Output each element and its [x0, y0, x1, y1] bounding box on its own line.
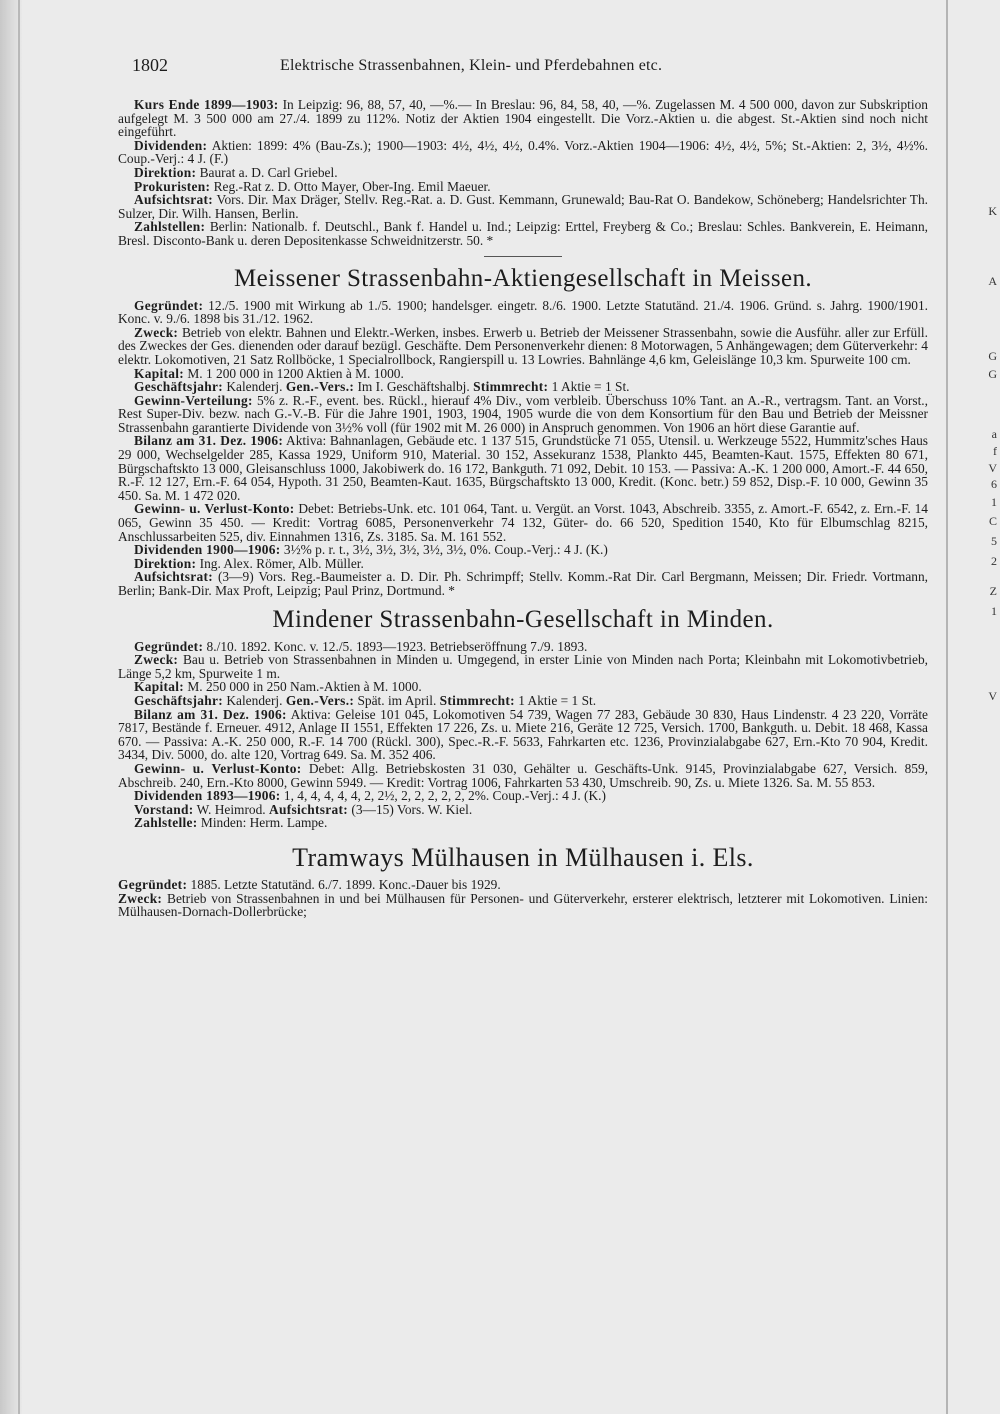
margin-letter: G [988, 349, 997, 363]
entry-leipzig-continuation [118, 98, 928, 248]
page-header [132, 55, 922, 81]
text: Berlin: Nationalb. f. Deutschl., Bank f. Handel u. Ind.; Leipzig: Erttel, Freyberg & Co.; Breslau: Schles. Bankverein, E. Heimann, Bresl. Disconto-Bank u. deren Depositenkasse Schweidnitzerstr. 50. * [118, 219, 928, 248]
label: Gen.-Vers.: [285, 692, 355, 708]
company-title: Meissener Strassenbahn-Aktiengesellschaft in Meissen. [233, 264, 812, 292]
paragraph-dividenden [118, 543, 928, 557]
text: 1 Aktie = 1 St. [548, 379, 630, 395]
text: M. 250 000 in 250 Nam.-Aktien à M. 1000. [184, 679, 422, 695]
margin-letter: 1 [991, 604, 997, 618]
text: Bau u. Betrieb von Strassenbahnen in Minden u. Umgegend, in erster Linie von Minden nach Porta; Kleinbahn mit Lokomotivbetrieb, Länge 5,2 km, Spurweite 1 m. [118, 652, 928, 681]
text: M. 1 200 000 in 1200 Aktien à M. 1000. [184, 365, 404, 381]
paragraph-geschaeftsjahr [118, 694, 928, 708]
label: Aufsichtsrat: [134, 569, 214, 585]
margin-letter: A [988, 274, 997, 288]
company-title: Tramways Mülhausen in Mülhausen i. Els. [292, 842, 754, 872]
margin-letter: Z [989, 584, 997, 598]
paragraph-zahlstellen [118, 220, 928, 247]
margin-letter: 1 [991, 495, 997, 509]
margin-letter: a [991, 427, 997, 441]
label: Kurs Ende 1899—1903: [134, 97, 279, 112]
paragraph-prokuristen [118, 180, 928, 194]
text: Kalenderj. [223, 379, 286, 395]
text: W. Heimrod. [193, 801, 270, 817]
paragraph-vorstand [118, 803, 928, 817]
label: Zahlstellen: [134, 219, 206, 235]
text: 1 Aktie = 1 St. [514, 692, 597, 708]
text: Ing. Alex. Römer, Alb. Müller. [196, 555, 364, 571]
paragraph-zahlstelle [118, 816, 928, 830]
text: Spät. im April. [354, 692, 440, 708]
label: Gen.-Vers.: [285, 379, 355, 395]
margin-letter: K [988, 204, 997, 218]
paragraph-geschaeftsjahr [118, 380, 928, 394]
text: Reg.-Rat z. D. Otto Mayer, Ober-Ing. Emil Maeuer. [210, 178, 491, 194]
margin-letter: 5 [991, 534, 997, 548]
paragraph-gegruendet [118, 640, 928, 654]
label: Gegründet: [134, 638, 204, 654]
text: Aktien: 1899: 4% (Bau-Zs.); 1900—1903: 4½, 4½, 4½, 0.4%. Vorz.-Aktien 1904—1906: 4½, 4½, 5%; St.-Aktien: 2, 3½, 4½%. Coup.-Verj.: 4 J. (F.) [118, 137, 928, 167]
text: (3—9) Vors. Reg.-Baumeister a. D. Dir. Ph. Schrimpff; Stellv. Komm.-Rat Dir. Carl Bergmann, Meissen; Dir. Friedr. Vortmann, Berlin; Bank-Dir. Max Proft, Leipzig; Paul Prinz, Dortmund. * [118, 569, 928, 598]
text: 5% z. R.-F., event. bes. Rückl., hierauf 4% Div., vom verbleib. Überschuss 10% Tant. an A.-R., vertragsm. Tant. an Vorst., Rest Super-Div. bezw. nach G.-V.-B. Für die Jahre 1901, 1903, 1904, 1905 wurde die von dem Konsortium für den Bau und Betrieb der Meissner Strassenbahn garantierte Dividende von 3½% voll (für 1902 mit M. 26 000) in Anspruch genommen. Von 1906 an hört diese Garantie auf. [118, 392, 928, 435]
spine-edge [18, 0, 20, 1414]
margin-letter: C [988, 514, 997, 528]
label: Gegründet: [134, 297, 204, 313]
text: Aktiva: Bahnanlagen, Gebäude etc. 1 137 515, Grundstücke 71 055, Utensil. u. Werkzeuge 5522, Hummitz'sches Haus 29 000, Wechselgelder 285, Kassa 1929, Uniform 910, Material. 30 152, Assekuranz 1538, Plankto 445, Beamten-Kaut. 1575, Effekten 80 671, Bürgschaftskto 13 000, Gleisanschluss 1000, Jakobiwerk do. 16 172, Bankguth. 71 092, Debit. 10 153. — Passiva: A.-K. 1 200 000, Amort.-F. 44 650, R.-F. 12 127, Ern.-F. 64 054, Hypoth. 31 250, Beamten-Kaut. 1635, Bürgschaftskto 13 000, Kredit. (Konc. betr.) 59 852, Disp.-F. 10 000, Gewinn 35 450. Sa. M. 1 472 020. [118, 433, 928, 503]
label: Stimmrecht: [473, 379, 549, 395]
label: Zahlstelle: [134, 815, 198, 831]
paragraph-kurs [118, 98, 928, 139]
text: Vors. Dir. Max Dräger, Stellv. Reg.-Rat. a. D. Gust. Kemmann, Grunewald; Bau-Rat O. Bandekow, Schöneberg; Handelsrichter Th. Sulzer, Dir. Wilh. Hansen, Berlin. [118, 192, 928, 221]
paragraph-bilanz [118, 708, 928, 762]
paragraph-dividenden [118, 789, 928, 803]
paragraph-aufsichtsrat [118, 570, 928, 597]
label: Kapital: [134, 365, 185, 381]
text: (3—15) Vors. W. Kiel. [348, 801, 473, 817]
margin-letter: V [988, 461, 997, 475]
text: Minden: Herm. Lampe. [197, 815, 328, 831]
label: Aufsichtsrat: [269, 801, 349, 817]
paragraph-bilanz [118, 434, 928, 502]
label: Prokuristen: [134, 178, 211, 194]
paragraph-gewinn-verlust [118, 502, 928, 543]
page-number: 1802 [132, 55, 168, 75]
label: Dividenden 1900—1906: [134, 542, 281, 558]
section-divider [484, 256, 562, 257]
label: Geschäftsjahr: [134, 692, 223, 708]
page-content [118, 98, 928, 919]
label: Zweck: [134, 324, 179, 340]
label: Vorstand: [134, 801, 194, 817]
paragraph-gewinn-verlust [118, 762, 928, 789]
label: Geschäftsjahr: [134, 379, 223, 395]
label: Gewinn- u. Verlust-Konto: [134, 760, 302, 776]
page-edge-rule [946, 0, 948, 1414]
paragraph-zweck [118, 653, 928, 680]
text: 1, 4, 4, 4, 4, 4, 2, 2½, 2, 2, 2, 2, 2, 2%. Coup.-Verj.: 4 J. (K.) [280, 788, 606, 804]
text: Aktiva: Geleise 101 045, Lokomotiven 54 739, Wagen 77 283, Gebäude 30 830, Haus Lindenstr. 4 23 220, Vorräte 7817, Bestände f. Erneuer. 4912, Anlage II 1551, Effekten 17 226, Zs. u. Miete 216, Geräte 12 725, Versich. 1700, Bankguth. u. Debit. 18 468, Kassa 670. — Passiva: A.-K. 250 000, R.-F. 14 700 (Rückl. 300), Spec.-R.-F. 5633, Fahrkarten etc. 1236, Provinzialabgabe 627, Ern.-Kto 70 904, Kredit. 3434, Div. 5000, do. alte 120, Vortrag 649. Sa. M. 352 406. [118, 706, 928, 763]
label: Zweck: [134, 652, 179, 668]
margin-letter: G [988, 367, 997, 381]
label: Bilanz am 31. Dez. 1906: [134, 433, 284, 449]
label: Dividenden 1893—1906: [134, 788, 281, 804]
label: Dividenden: [134, 137, 208, 153]
text: 1885. Letzte Statutänd. 6./7. 1899. Konc.-Dauer bis 1929. [187, 876, 501, 892]
text: Kalenderj. [223, 692, 286, 708]
entry-meissen [118, 265, 928, 598]
label: Direktion: [134, 555, 197, 571]
label: Kapital: [134, 679, 185, 695]
text: 3½% p. r. t., 3½, 3½, 3½, 3½, 3½, 0%. Coup.-Verj.: 4 J. (K.) [280, 542, 608, 558]
paragraph-aufsichtsrat [118, 193, 928, 220]
paragraph-direktion [118, 557, 928, 571]
label: Direktion: [134, 164, 197, 180]
paragraph-zweck [118, 326, 928, 367]
margin-letter: f [993, 444, 997, 458]
label: Bilanz am 31. Dez. 1906: [134, 706, 287, 722]
paragraph-kapital [118, 367, 928, 381]
paragraph-zweck [118, 892, 928, 919]
paragraph-gewinn-verteilung [118, 394, 928, 435]
entry-minden [118, 606, 928, 830]
text: Betrieb von elektr. Bahnen und Elektr.-Werken, insbes. Erwerb u. Betrieb der Meissener Strassenbahn, sowie die Ausführ. aller zur Erfüll. des Zweckes der Ges. dienenden oder darauf bezügl. Geschäfte. Dem Personenverkehr dienen: 8 Motorwagen, 5 Anhängewagen; dem Güterverkehr: 4 elektr. Lokomotiven, 21 Satz Rollböcke, 1 Specialrollbock, Rangierspill u. 13 Lowries. Bahnlänge 4,6 km, Geleislänge 10,3 km. Spurweite 100 cm. [118, 324, 928, 367]
margin-letter: 2 [991, 554, 997, 568]
label: Gegründet: [118, 876, 188, 892]
text: Debet: Allg. Betriebskosten 31 030, Gehälter u. Geschäfts-Unk. 9145, Provinzialabgabe 627, Versich. 859, Abschreib. 240, Ern.-Kto 8000, Gewinn 5949. — Kredit: Vortrag 1006, Fahrkarten 53 430, Umschreib. 90, Zs. u. Miete 1326. Sa. M. 55 853. [118, 760, 928, 790]
text: Baurat a. D. Carl Griebel. [196, 164, 338, 180]
text: 12./5. 1900 mit Wirkung ab 1./5. 1900; handelsger. eingetr. 8./6. 1900. Letzte Statutänd. 21./4. 1906. Gründ. s. Jahrg. 1900/1901. Konc. v. 9./6. 1898 bis 31./12. 1962. [118, 297, 928, 327]
text: 8./10. 1892. Konc. v. 12./5. 1893—1923. Betriebseröffnung 7./9. 1893. [203, 638, 588, 654]
text: Im I. Geschäftshalbj. [354, 379, 474, 395]
label: Aufsichtsrat: [134, 192, 214, 208]
text: In Leipzig: 96, 88, 57, 40, —%.— In Breslau: 96, 84, 58, 40, —%. Zugelassen M. 4 500 000, davon zur Subskription aufgelegt M. 3 500 000 am 27./4. 1899 zu 112%. Notiz der Aktien 1904 eingestellt. Die Vorz.-Aktien u. die abgest. St.-Aktien sind noch nicht eingeführt. [118, 97, 928, 140]
margin-letter: V [988, 689, 997, 703]
company-title: Mindener Strassenbahn-Gesellschaft in Minden. [272, 605, 774, 633]
paragraph-gegruendet [118, 299, 928, 326]
label: Gewinn-Verteilung: [134, 392, 253, 408]
paragraph-kapital [118, 680, 928, 694]
paragraph-gegruendet [118, 878, 928, 892]
label: Stimmrecht: [439, 692, 515, 708]
entry-muelhausen [118, 844, 928, 919]
text: Debet: Betriebs-Unk. etc. 101 064, Tant. u. Vergüt. an Vorst. 1043, Abschreib. 3355, z. Amort.-F. 6542, z. Ern.-F. 14 065, Gewinn 35 450. — Kredit: Vortrag 6085, Personenverkehr 74 132, Güter- do. 66 520, Spedition 1540, Kto für Elbumschlag 8215, Anschlussarbeiten 525, div. Einnahmen 1316, Zs. 3185. Sa. M. 161 552. [118, 501, 928, 544]
paragraph-direktion [118, 166, 928, 180]
paragraph-dividenden [118, 139, 928, 166]
text: Betrieb von Strassenbahnen in und bei Mülhausen für Personen- und Güterverkehr, ersterer elektrisch, letzterer mit Lokomotiven. Linien: Mülhausen-Dornach-Dollerbrücke; [118, 890, 928, 920]
running-title: Elektrische Strassenbahnen, Klein- und Pferdebahnen etc. [280, 57, 663, 74]
margin-letter: 6 [991, 477, 997, 491]
label: Zweck: [118, 890, 163, 906]
adjacent-page-margin [950, 0, 1000, 1414]
label: Gewinn- u. Verlust-Konto: [134, 501, 295, 517]
